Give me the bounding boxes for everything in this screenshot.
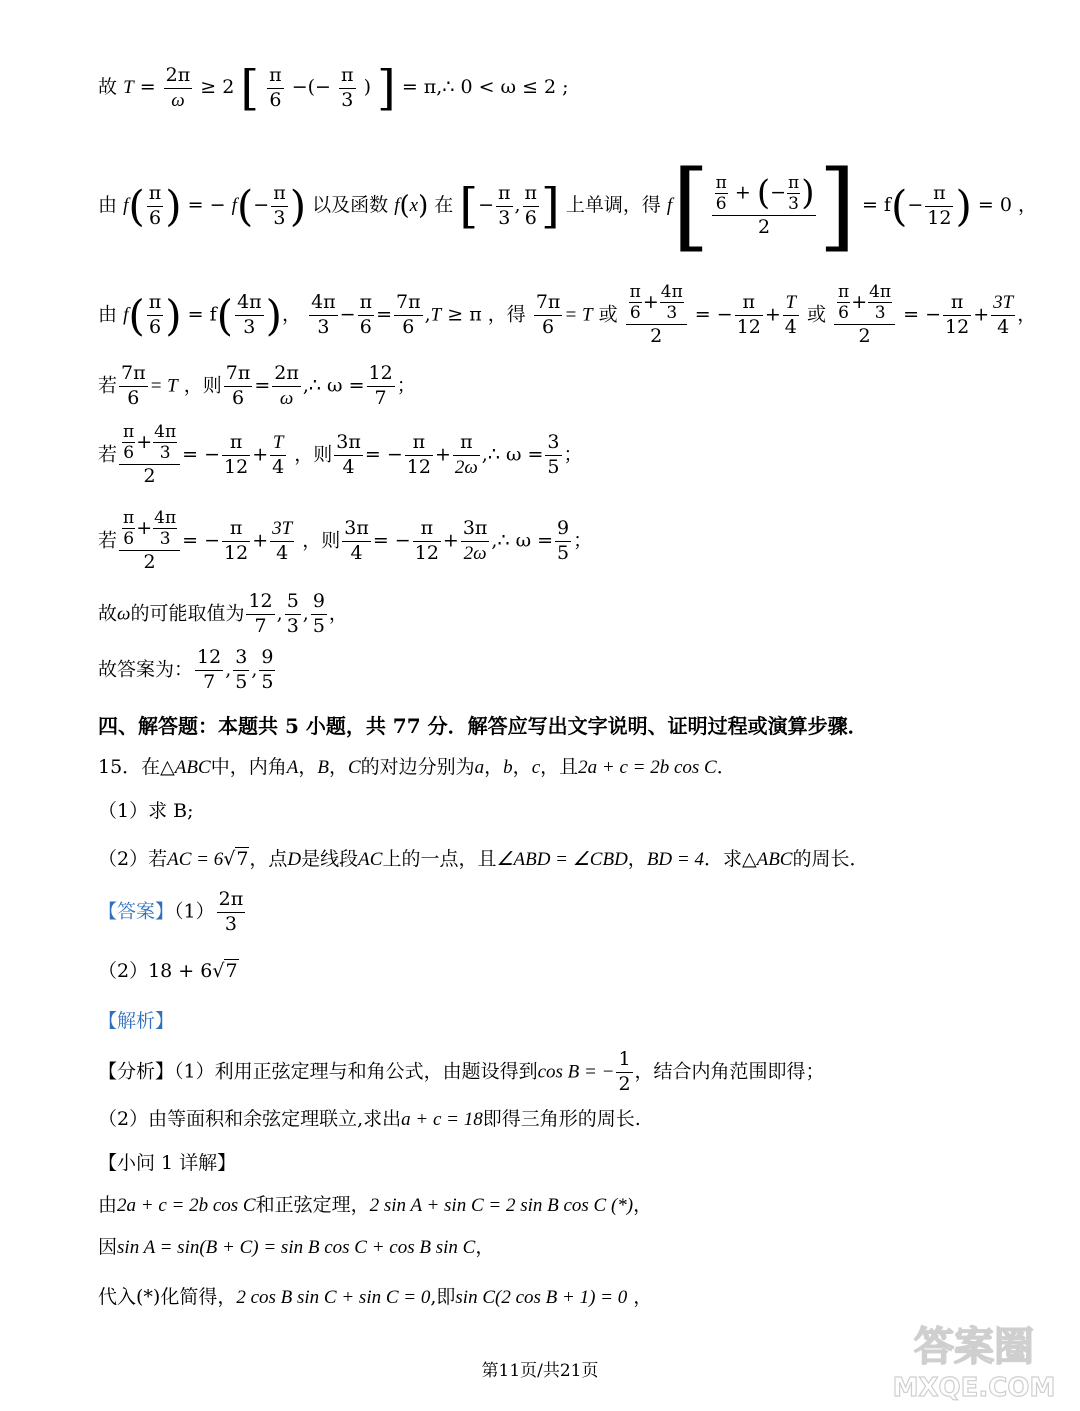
text: 由 xyxy=(98,1194,118,1216)
text: 的对边分别为 xyxy=(360,756,475,778)
fraction: $\frac{\pi}{6}$ + $\frac{4\pi}{3}$ 2 xyxy=(119,422,180,489)
equation: 2 cos B sin C + sin C = 0 xyxy=(236,1287,431,1308)
paren: ) xyxy=(289,181,307,231)
text: ， xyxy=(627,1286,653,1308)
text: 若 xyxy=(98,443,118,466)
sqrt-arg: 7 xyxy=(236,848,249,870)
text: ≥ π ，得 xyxy=(447,303,526,326)
text: （2）由等面积和余弦定理联立,求出 xyxy=(98,1108,402,1130)
fraction: $\frac{\pi}{3}$ xyxy=(498,181,511,229)
fraction: $\frac{\pi}{6}$ xyxy=(269,63,282,111)
text: 由 xyxy=(98,303,118,326)
fraction: $\frac{\pi}{12}$ xyxy=(224,431,249,478)
text: 上单调，得 xyxy=(565,194,661,216)
solution-line-5 xyxy=(98,422,583,489)
text: ， xyxy=(633,1194,653,1216)
text: + xyxy=(252,443,269,466)
text: 【分析】 xyxy=(98,1060,175,1083)
text: = xyxy=(376,303,393,326)
equation: cos B = − xyxy=(537,1061,615,1083)
text: 15．在△ xyxy=(98,756,175,778)
var: ABC xyxy=(174,757,211,778)
fraction: $\frac{12}{7}$ xyxy=(197,646,222,693)
text: = π,∴ 0 < ω ≤ 2 ; xyxy=(401,76,569,98)
detail-heading: 【小问 1 详解】 xyxy=(98,1152,237,1174)
paren: ( xyxy=(236,181,254,231)
analysis-line-2 xyxy=(98,1104,641,1131)
fraction: $\frac{\pi}{6}$ + $\frac{4\pi}{3}$ 2 xyxy=(626,282,687,349)
fraction: $\frac{\pi}{12}$ xyxy=(406,431,431,478)
text: 上的一点，且 xyxy=(382,848,497,870)
question-15-part-2: （2）若AC = 6√7，点D是线段AC上的一点，且∠ABD = ∠CBD，BD = 4．求△ABC的周长． xyxy=(98,848,869,870)
text: ，则 xyxy=(302,529,341,552)
var-f: f xyxy=(231,195,237,216)
section-heading: 四、解答题：本题共 5 小题，共 77 分．解答应写出文字说明、证明过程或演算步骤． xyxy=(98,714,868,738)
fraction: $\frac{5}{3}$ xyxy=(286,590,299,637)
answer-part-2: （2）18 + 6√7 xyxy=(98,960,238,982)
fraction: $\frac{\pi}{3}$ xyxy=(273,181,286,229)
text: + xyxy=(252,529,269,552)
equation: a + c = 18 xyxy=(401,1109,483,1130)
text: （2） xyxy=(98,960,149,982)
answer-tag: 【答案】 xyxy=(98,900,175,923)
text: = − xyxy=(364,443,403,466)
fraction: $\frac{9}{5}$ xyxy=(557,517,570,564)
paren: ( xyxy=(890,181,908,231)
analysis-line-1 xyxy=(98,1048,825,1097)
text: + xyxy=(764,303,781,326)
text: = − xyxy=(694,303,733,326)
text: 在 xyxy=(434,194,454,216)
var: AC xyxy=(358,849,383,870)
text: −(− xyxy=(291,76,331,98)
text: 由 xyxy=(98,194,118,216)
fraction: $\frac{\pi}{6}$ xyxy=(359,291,373,338)
text: ，点 xyxy=(249,848,288,870)
var: ABC xyxy=(756,849,793,870)
watermark-url: MXQE.COM xyxy=(892,1373,1056,1403)
text: 若 xyxy=(98,374,118,397)
text: 中，内角 xyxy=(210,756,287,778)
text: ； xyxy=(396,374,416,397)
equation: sin C(2 cos B + 1) = 0 xyxy=(455,1287,628,1308)
text: ； xyxy=(563,443,583,466)
paren: ) xyxy=(418,191,429,221)
var-x: x xyxy=(409,195,419,216)
var: c xyxy=(531,757,541,778)
question-15-part-1: （1）求 B; xyxy=(98,800,194,822)
fraction: $\frac{\pi}{2\omega}$ xyxy=(454,431,478,478)
text: 故答案为： xyxy=(98,658,194,681)
fraction: $\frac{12}{7}$ xyxy=(368,362,393,409)
text: 即得三角形的周长. xyxy=(482,1108,641,1130)
text: ,∴ ω = xyxy=(481,443,544,466)
fraction: $\frac{7\pi}{6}$ xyxy=(396,291,421,338)
text: 的可能取值为 xyxy=(130,602,245,625)
equation: AC = 6 xyxy=(167,849,224,870)
text: ，且 xyxy=(540,756,579,778)
fraction: $\frac{7\pi}{6}$ xyxy=(121,362,146,409)
text: ， xyxy=(627,848,647,870)
text: ， xyxy=(475,1236,495,1258)
paren: ) xyxy=(165,290,182,340)
equation: sin A = sin(B + C) = sin B cos C + cos B sin C xyxy=(117,1237,476,1258)
paren: ( xyxy=(216,290,234,340)
text: （1） xyxy=(174,900,215,923)
watermark-text: 答案圈 xyxy=(914,1324,1034,1370)
paren: ( xyxy=(399,191,410,221)
text: ) xyxy=(363,76,371,98)
var-f: f xyxy=(123,304,129,326)
text: ， xyxy=(328,602,348,625)
text: 代入(*)化简得， xyxy=(98,1286,237,1308)
text: 或 xyxy=(598,303,618,326)
text: = f xyxy=(861,194,891,216)
equation: 2 sin A + sin C = 2 sin B cos C (*) xyxy=(369,1195,634,1216)
text: 若 xyxy=(98,529,118,552)
fraction: $\frac{3}{5}$ xyxy=(547,431,560,478)
text: = 0 ， xyxy=(977,194,1037,216)
answer-part-1 xyxy=(98,888,247,937)
text: ．求△ xyxy=(703,848,757,870)
equation: 18 + 6 xyxy=(148,960,213,982)
fraction: $\frac{2\pi}{\omega}$ xyxy=(274,362,299,409)
var-omega: ω xyxy=(117,603,131,625)
text: ； xyxy=(573,529,593,552)
text: 故 xyxy=(98,76,118,98)
right-bracket: ] xyxy=(818,150,856,262)
var: A xyxy=(286,757,299,778)
solution-line-1 xyxy=(98,60,569,116)
fraction: $\frac{\pi}{6}$ + $\frac{4\pi}{3}$ 2 xyxy=(834,282,895,349)
fraction: $\frac{\pi}{12}$ xyxy=(414,517,439,564)
fraction: $\frac{3}{5}$ xyxy=(235,646,248,693)
text: ， xyxy=(328,756,348,778)
text: ,即 xyxy=(430,1286,456,1308)
fraction: $\frac{\pi}{3}$ xyxy=(341,63,354,111)
paren: ( xyxy=(128,290,145,340)
text: = xyxy=(254,374,271,397)
text: = − xyxy=(903,303,942,326)
fraction: $\frac{T}{4}$ xyxy=(272,432,285,478)
fraction: $\frac{\pi}{6}$ + (− $\frac{\pi}{3}$ ) 2 xyxy=(712,172,817,239)
var-f: f xyxy=(123,195,129,216)
fraction: $\frac{\pi}{6}$ xyxy=(148,181,162,229)
text: 故 xyxy=(98,602,118,625)
fraction: $\frac{12}{7}$ xyxy=(248,590,273,637)
text: （1）利用正弦定理与和角公式，由题设得到 xyxy=(174,1060,538,1083)
var: C xyxy=(347,757,361,778)
var-T: T xyxy=(123,77,134,98)
fraction: $\frac{3\pi}{2\omega}$ xyxy=(462,517,488,564)
text: = T xyxy=(564,304,593,326)
text: ，则 xyxy=(294,443,333,466)
text: ． xyxy=(716,756,736,778)
left-bracket: [ xyxy=(240,60,260,116)
var-f: f xyxy=(394,195,400,216)
fraction: $\frac{\pi}{12}$ xyxy=(736,291,761,338)
text: − xyxy=(339,303,356,326)
text: ， xyxy=(512,756,532,778)
var: a xyxy=(474,757,485,778)
text: = − xyxy=(182,443,221,466)
fraction: $\frac{4\pi}{3}$ xyxy=(237,291,262,338)
solution-line-4 xyxy=(98,362,416,411)
equation: ∠ABD = ∠CBD xyxy=(496,849,628,870)
analysis-tag: 【解析】 xyxy=(98,1010,175,1032)
text: （2）若 xyxy=(98,848,168,870)
text: ，则 xyxy=(183,374,222,397)
text: ， xyxy=(1017,303,1037,326)
text: ， xyxy=(282,303,302,326)
fraction: $\frac{2\pi}{\omega}$ xyxy=(165,63,191,111)
fraction: $\frac{\pi}{6}$ + $\frac{4\pi}{3}$ 2 xyxy=(119,508,180,575)
equation: BD = 4 xyxy=(646,849,704,870)
paren: ) xyxy=(265,290,283,340)
fraction: $\frac{\pi}{6}$ xyxy=(524,181,538,229)
text: 的周长． xyxy=(792,848,869,870)
text: 因 xyxy=(98,1236,118,1258)
equation: 2a + c = 2b cos C xyxy=(117,1195,256,1216)
eq-sign: = xyxy=(139,76,156,98)
sqrt-arg: 7 xyxy=(225,960,238,982)
solution-line-2: 由 f( $\frac{\pi}{6}$ ) = − f(− $\frac{\pi}{3}$ ) 以及函数 f(x) 在 [− $\frac{\pi}{3}$ , $\frac{\pi}{6}$ ] 上单调，得 f[ $\frac{\pi}{6}$ + (− $\frac{\pi}{3}$ ) 2 ] = f(− $\frac{\pi}{12}$ ) = 0 ， xyxy=(98,150,1037,262)
fraction: $\frac{3\pi}{4}$ xyxy=(336,431,361,478)
text: = − xyxy=(182,529,221,552)
solution-line-7: 故ω的可能取值为 $\frac{12}{7}$ , $\frac{5}{3}$ , $\frac{9}{5}$ ， xyxy=(98,590,348,637)
text: ， xyxy=(298,756,318,778)
text: + xyxy=(442,529,459,552)
text: = − xyxy=(187,194,226,216)
fraction: $\frac{7\pi}{6}$ xyxy=(225,362,251,409)
fraction: $\frac{9}{5}$ xyxy=(312,590,325,637)
solution-line-3: 由 f( $\frac{\pi}{6}$ ) = f( $\frac{4\pi}{3}$ )， $\frac{4\pi}{3}$ − $\frac{\pi}{6}$ = $\frac{7\pi}{6}$ ,T ≥ π ，得 $\frac{7\pi}{6}$ = T 或 $\frac{\pi}{6}$ + $\frac{4\pi}{3}$ 2 = − $\frac{\pi}{12}$ + $\frac{T}{4}$ 或 $\frac{\pi}{6}$ + $\frac{4\pi}{3}$ 2 = − $\frac{\pi}{12}$ + $\frac{3T}{4}$ ， xyxy=(98,282,1037,347)
page-number: 第11页/共21页 xyxy=(481,1361,599,1381)
watermark-logo xyxy=(884,1318,1064,1404)
text: = T xyxy=(149,375,178,397)
paren: ) xyxy=(165,181,182,231)
question-15-stem xyxy=(98,752,736,779)
fraction: $\frac{1}{2}$ xyxy=(618,1048,631,1095)
left-bracket: [ xyxy=(672,150,710,262)
fraction: $\frac{3\pi}{4}$ xyxy=(344,517,369,564)
solution-line-8: 故答案为： $\frac{12}{7}$ , $\frac{3}{5}$ , $\frac{9}{5}$ xyxy=(98,646,274,693)
text: 以及函数 xyxy=(312,194,389,216)
text: = f xyxy=(187,303,217,326)
var: B xyxy=(317,757,329,778)
var: b xyxy=(503,757,513,778)
fraction: $\frac{\pi}{12}$ xyxy=(224,517,249,564)
fraction: $\frac{\pi}{12}$ xyxy=(927,181,952,229)
equation: 2a + c = 2b cos C xyxy=(578,757,717,778)
fraction: $\frac{2\pi}{3}$ xyxy=(218,888,244,935)
solution-line-6 xyxy=(98,508,592,575)
right-bracket: ] xyxy=(541,178,560,234)
fraction: $\frac{\pi}{12}$ xyxy=(945,291,970,338)
fraction: $\frac{\pi}{6}$ xyxy=(148,291,162,338)
var-T: T xyxy=(430,304,442,326)
text: 是线段 xyxy=(301,848,359,870)
fraction: $\frac{3T}{4}$ xyxy=(993,292,1014,338)
text: = − xyxy=(372,529,411,552)
detail-line-2 xyxy=(98,1232,494,1259)
fraction: $\frac{9}{5}$ xyxy=(261,646,274,693)
fraction: $\frac{3T}{4}$ xyxy=(272,518,293,564)
text: + xyxy=(434,443,451,466)
paren: ( xyxy=(128,181,145,231)
fraction: $\frac{7\pi}{6}$ xyxy=(535,291,561,338)
text: ≥ 2 xyxy=(200,76,235,98)
left-bracket: [ xyxy=(459,178,479,234)
fraction: $\frac{4\pi}{3}$ xyxy=(311,291,336,338)
right-bracket: ] xyxy=(377,60,396,116)
fraction: $\frac{T}{4}$ xyxy=(784,292,797,338)
paren: ) xyxy=(955,181,972,231)
detail-line-3 xyxy=(98,1282,652,1309)
detail-line-1 xyxy=(98,1190,652,1217)
text: ， xyxy=(484,756,504,778)
var: D xyxy=(287,849,302,870)
text: 和正弦定理， xyxy=(255,1194,370,1216)
text: ,∴ ω = xyxy=(491,529,554,552)
text: ,∴ ω = xyxy=(302,374,365,397)
var-f: f xyxy=(666,195,673,216)
text: 或 xyxy=(806,303,826,326)
text: ，结合内角范围即得； xyxy=(634,1060,825,1083)
text: + xyxy=(973,303,990,326)
